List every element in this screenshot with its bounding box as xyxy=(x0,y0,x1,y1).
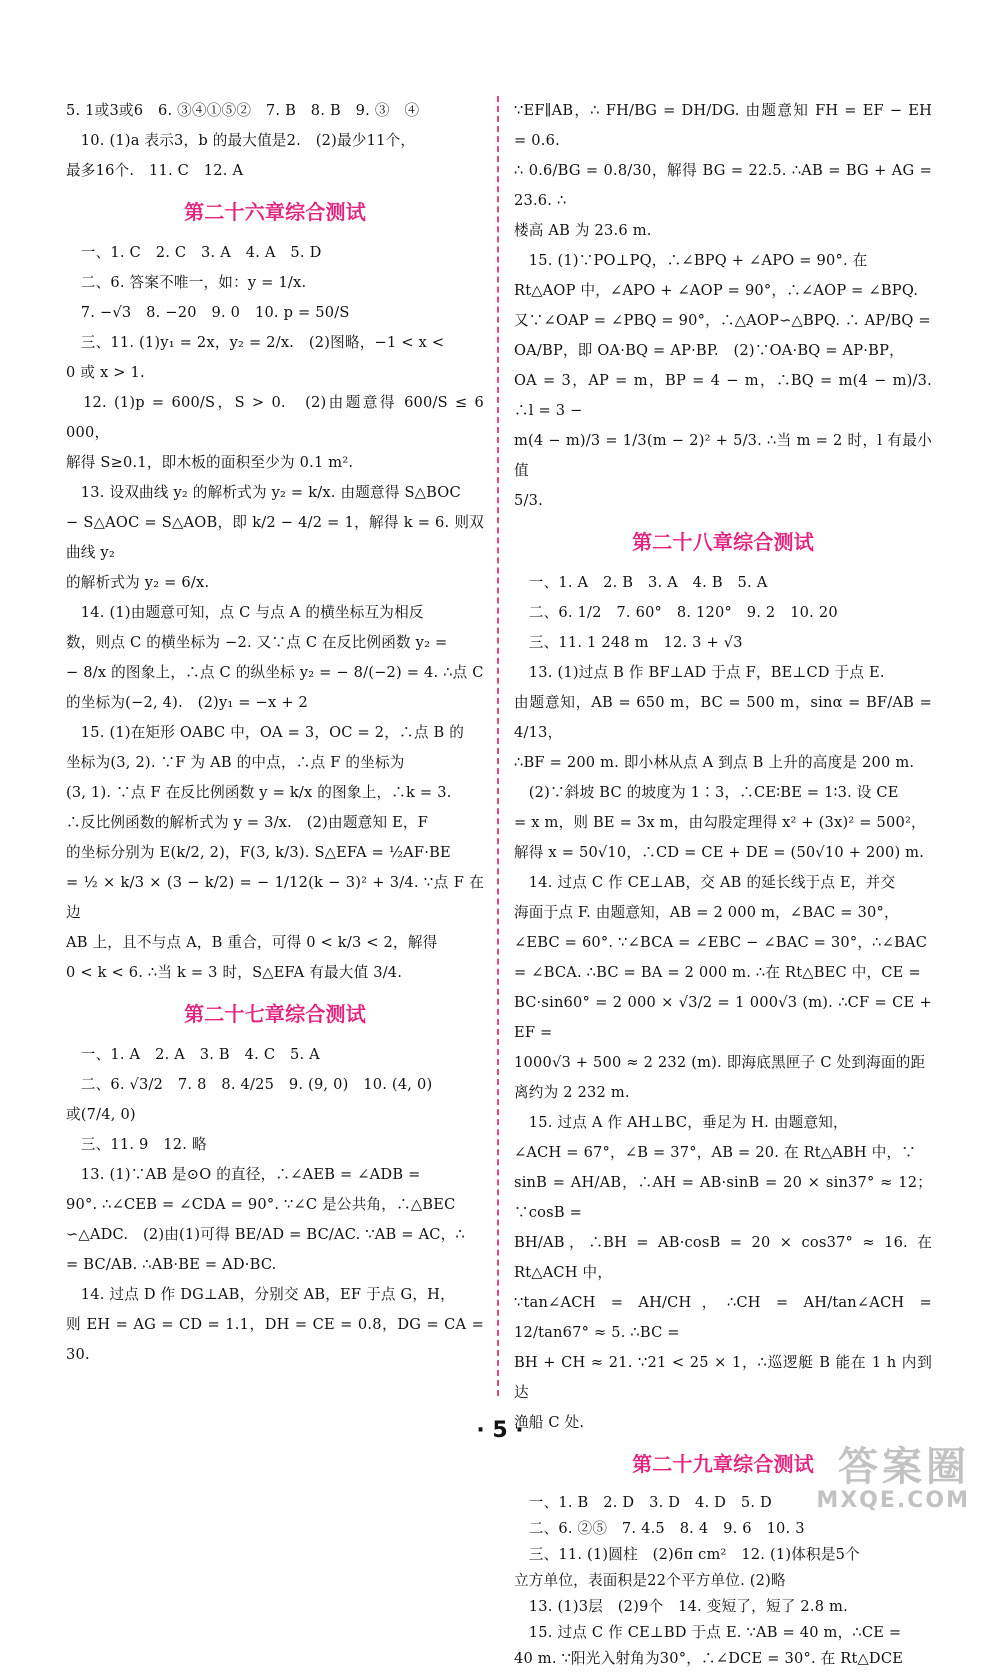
chapter-27-answers xyxy=(66,1040,484,1370)
chapter-26-answers xyxy=(66,238,484,988)
text-line: 则 EH = AG = CD = 1.1，DH = CE = 0.8，DG = CA = 30. xyxy=(66,1316,484,1363)
text-line: 最多16个. 11. C 12. A xyxy=(66,162,244,179)
text-line: 立方单位，表面积是22个平方单位. (2)略 xyxy=(514,1572,786,1589)
text-line: BC·sin60° = 2 000 × √3/2 = 1 000√3 (m). ∴CF = CE + EF = xyxy=(514,994,932,1041)
text-line: 5. 1或3或6 6. ③④①⑤② 7. B 8. B 9. ③ ④ xyxy=(66,102,420,119)
page-number: · 5 · xyxy=(476,1418,524,1443)
text-line: 15. (1)∵PO⊥PQ，∴∠BPQ + ∠APO = 90°. 在 xyxy=(514,252,868,269)
text-line: BH + CH ≈ 21. ∵21 < 25 × 1，∴巡逻艇 B 能在 1 h 内到达 xyxy=(514,1354,932,1401)
chapter-28-heading: 第二十八章综合测试 xyxy=(632,530,814,554)
text-line: 0 < k < 6. ∴当 k = 3 时，S△EFA 有最大值 3/4. xyxy=(66,964,403,981)
right-top-block xyxy=(514,96,932,516)
text-line: ∠EBC = 60°. ∵∠BCA = ∠EBC − ∠BAC = 30°，∴∠BAC xyxy=(514,934,928,951)
text-line: ∽△ADC. (2)由(1)可得 BE/AD = BC/AC. ∵AB = AC，∴ xyxy=(66,1226,465,1243)
text-line: 一、1. A 2. A 3. B 4. C 5. A xyxy=(66,1046,320,1063)
left-top-block xyxy=(66,96,484,186)
text-line: 三、11. 1 248 m 12. 3 + √3 xyxy=(514,634,743,651)
text-line: 三、11. (1)y₁ = 2x，y₂ = 2/x. (2)图略，−1 < x < xyxy=(66,334,445,351)
text-line: 一、1. B 2. D 3. D 4. D 5. D xyxy=(514,1494,772,1511)
text-line: 14. 过点 D 作 DG⊥AB，分别交 AB，EF 于点 G，H， xyxy=(66,1286,455,1303)
text-line: = ∠BCA. ∴BC = BA = 2 000 m. ∴在 Rt△BEC 中，CE = xyxy=(514,964,921,981)
text-line: 13. 设双曲线 y₂ 的解析式为 y₂ = k/x. 由题意得 S△BOC xyxy=(66,484,461,501)
text-line: − S△AOC = S△AOB，即 k/2 − 4/2 = 1，解得 k = 6. 则双曲线 y₂ xyxy=(66,514,484,561)
text-line: BH/AB，∴BH = AB·cosB = 20 × cos37° ≈ 16. 在 Rt△ACH 中， xyxy=(514,1234,932,1281)
chapter-29-heading: 第二十九章综合测试 xyxy=(632,1452,814,1476)
text-line: 由题意知，AB = 650 m，BC = 500 m，sinα = BF/AB = 4/13， xyxy=(514,694,932,741)
column-divider xyxy=(497,96,499,1396)
text-line: 15. 过点 A 作 AH⊥BC，垂足为 H. 由题意知， xyxy=(514,1114,848,1131)
text-line: 13. (1)过点 B 作 BF⊥AD 于点 F，BE⊥CD 于点 E. xyxy=(514,664,885,681)
text-line: OA = 3，AP = m，BP = 4 − m，∴BQ = m(4 − m)/3. ∴l = 3 − xyxy=(514,372,932,419)
text-line: 坐标为(3, 2). ∵F 为 AB 的中点，∴点 F 的坐标为 xyxy=(66,754,405,771)
text-line: 三、11. 9 12. 略 xyxy=(66,1136,207,1153)
text-line: 14. 过点 C 作 CE⊥AB，交 AB 的延长线于点 E，并交 xyxy=(514,874,896,891)
text-line: 10. (1)a 表示3，b 的最大值是2. (2)最少11个， xyxy=(66,132,416,149)
text-line: 的坐标分别为 E(k/2, 2)，F(3, k/3). S△EFA = ½AF·BE xyxy=(66,844,451,861)
text-line: OA/BP，即 OA·BQ = AP·BP. (2)∵OA·BQ = AP·BP， xyxy=(514,342,904,359)
text-line: 三、11. (1)圆柱 (2)6π cm² 12. (1)体积是5个 xyxy=(514,1546,860,1563)
text-line: ∴BF = 200 m. 即小林从点 A 到点 B 上升的高度是 200 m. xyxy=(514,754,915,771)
text-line: 一、1. C 2. C 3. A 4. A 5. D xyxy=(66,244,322,261)
text-line: 1000√3 + 500 ≈ 2 232 (m). 即海底黑匣子 C 处到海面的距 xyxy=(514,1054,926,1071)
text-line: 13. (1)3层 (2)9个 14. 变短了，短了 2.8 m. xyxy=(514,1598,848,1615)
text-line: 12. (1)p = 600/S，S > 0. (2)由题意得 600/S ≤ 6 000， xyxy=(66,394,484,441)
text-line: ∠ACH = 67°，∠B = 37°，AB = 20. 在 Rt△ABH 中，∵ xyxy=(514,1144,917,1161)
text-line: (3, 1). ∵点 F 在反比例函数 y = k/x 的图象上，∴k = 3. xyxy=(66,784,452,801)
chapter-28-answers xyxy=(514,568,932,1438)
text-line: 一、1. A 2. B 3. A 4. B 5. A xyxy=(514,574,768,591)
text-line: 海面于点 F. 由题意知，AB = 2 000 m，∠BAC = 30°， xyxy=(514,904,899,921)
text-line: 或(7/4, 0) xyxy=(66,1106,136,1123)
left-column xyxy=(66,96,484,1370)
text-line: 7. −√3 8. −20 9. 0 10. p = 50/S xyxy=(66,304,350,321)
text-line: 的坐标为(−2, 4). (2)y₁ = −x + 2 xyxy=(66,694,308,711)
text-line: Rt△AOP 中，∠APO + ∠AOP = 90°，∴∠AOP = ∠BPQ. xyxy=(514,282,919,299)
watermark-url: MXQE.COM xyxy=(816,1488,970,1513)
text-line: = BC/AB. ∴AB·BE = AD·BC. xyxy=(66,1256,277,1273)
text-line: = ½ × k/3 × (3 − k/2) = − 1/12(k − 3)² + 3/4. ∵点 F 在边 xyxy=(66,874,484,921)
text-line: 二、6. 1/2 7. 60° 8. 120° 9. 2 10. 20 xyxy=(514,604,838,621)
text-line: 15. (1)在矩形 OABC 中，OA = 3，OC = 2，∴点 B 的 xyxy=(66,724,465,741)
text-line: ∴ 0.6/BG = 0.8/30，解得 BG = 22.5. ∴AB = BG + AG = 23.6. ∴ xyxy=(514,162,932,209)
text-line: 14. (1)由题意可知，点 C 与点 A 的横坐标互为相反 xyxy=(66,604,424,621)
text-line: ∴反比例函数的解析式为 y = 3/x. (2)由题意知 E，F xyxy=(66,814,429,831)
text-line: 解得 S≥0.1，即木板的面积至少为 0.1 m². xyxy=(66,454,354,471)
text-line: 15. 过点 C 作 CE⊥BD 于点 E. ∵AB = 40 m，∴CE = xyxy=(514,1624,902,1641)
text-line: 又∵∠OAP = ∠PBQ = 90°，∴△AOP∽△BPQ. ∴ AP/BQ = xyxy=(514,312,931,329)
watermark-logo-text: 答案圈 xyxy=(838,1444,970,1490)
text-line: 90°. ∴∠CEB = ∠CDA = 90°. ∵∠C 是公共角，∴△BEC xyxy=(66,1196,456,1213)
watermark-logo xyxy=(816,1445,970,1513)
text-line: 数，则点 C 的横坐标为 −2. 又∵点 C 在反比例函数 y₂ = xyxy=(66,634,448,651)
text-line: 5/3. xyxy=(514,492,543,509)
text-line: 40 m. ∵阳光入射角为30°，∴∠DCE = 30°. 在 Rt△DCE xyxy=(514,1650,904,1667)
text-line: ∵EF∥AB，∴ FH/BG = DH/DG. 由题意知 FH = EF − EH = 0.6. xyxy=(514,102,932,149)
text-line: 13. (1)∵AB 是⊙O 的直径，∴∠AEB = ∠ADB = xyxy=(66,1166,421,1183)
text-line: m(4 − m)/3 = 1/3(m − 2)² + 5/3. ∴当 m = 2 时，l 有最小值 xyxy=(514,432,932,479)
chapter-26-heading: 第二十六章综合测试 xyxy=(184,200,366,224)
chapter-29-answers xyxy=(514,1490,932,1672)
text-line: 0 或 x > 1. xyxy=(66,364,145,381)
text-line: = x m，则 BE = 3x m，由勾股定理得 x² + (3x)² = 500²， xyxy=(514,814,926,831)
text-line: 二、6. 答案不唯一，如：y = 1/x. xyxy=(66,274,307,291)
text-line: 离约为 2 232 m. xyxy=(514,1084,630,1101)
text-line: ∵tan∠ACH = AH/CH，∴CH = AH/tan∠ACH = 12/tan67° ≈ 5. ∴BC = xyxy=(514,1294,932,1341)
chapter-27-heading: 第二十七章综合测试 xyxy=(184,1002,366,1026)
text-line: 楼高 AB 为 23.6 m. xyxy=(514,222,652,239)
text-line: 渔船 C 处. xyxy=(514,1414,585,1431)
text-line: 二、6. √3/2 7. 8 8. 4/25 9. (9, 0) 10. (4, 0) xyxy=(66,1076,433,1093)
text-line: 的解析式为 y₂ = 6/x. xyxy=(66,574,210,591)
text-line: 二、6. ②⑤ 7. 4.5 8. 4 9. 6 10. 3 xyxy=(514,1520,805,1537)
text-line: sinB = AH/AB，∴AH = AB·sinB = 20 × sin37° ≈ 12；∵cosB = xyxy=(514,1174,932,1221)
text-line: − 8/x 的图象上，∴点 C 的纵坐标 y₂ = − 8/(−2) = 4. ∴点 C xyxy=(66,664,484,681)
text-line: (2)∵斜坡 BC 的坡度为 1∶3，∴CE∶BE = 1∶3. 设 CE xyxy=(514,784,899,801)
text-line: 解得 x = 50√10，∴CD = CE + DE = (50√10 + 200) m. xyxy=(514,844,925,861)
text-line: AB 上，且不与点 A，B 重合，可得 0 < k/3 < 2，解得 xyxy=(66,934,438,951)
